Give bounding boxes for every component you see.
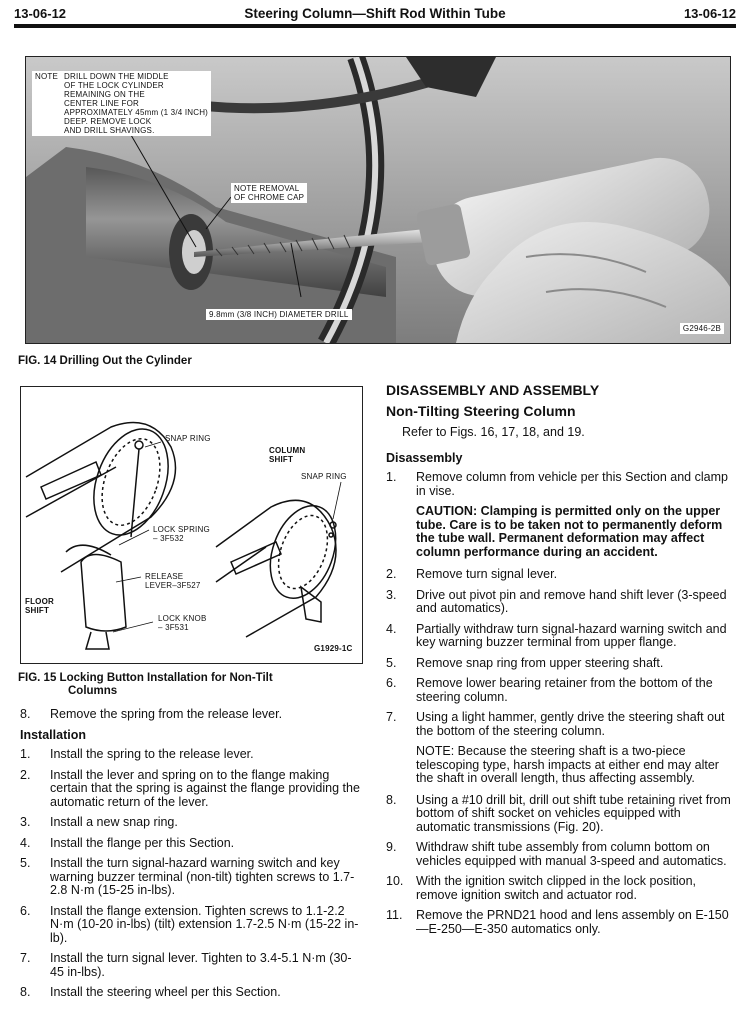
fig15-reference-code: G1929-1C xyxy=(314,644,353,653)
fig14-drill-label: 9.8mm (3/8 INCH) DIAMETER DRILL xyxy=(206,309,352,320)
item-number: 7. xyxy=(20,951,31,965)
release-lever-line: LEVER–3F527 xyxy=(145,581,201,590)
page-number-left: 13-06-12 xyxy=(14,6,67,21)
item-number: 1. xyxy=(386,470,397,484)
list-item xyxy=(20,857,365,898)
subsection-heading: Non-Tilting Steering Column xyxy=(386,402,576,419)
item-number: 6. xyxy=(20,903,31,918)
release-lever-line: RELEASE xyxy=(145,572,184,581)
item-number: 5. xyxy=(386,655,397,670)
list-item xyxy=(386,909,731,936)
item-number: 2. xyxy=(20,767,31,782)
item-number: 3. xyxy=(20,815,31,829)
item-number: 8. xyxy=(20,985,31,999)
figure-14-photo xyxy=(25,56,731,344)
header-rule xyxy=(14,24,736,28)
note-line: DRILL DOWN THE MIDDLE xyxy=(64,72,169,81)
list-item xyxy=(20,748,365,762)
item-number: 10. xyxy=(386,874,404,888)
item-text: Install the flange extension. Tighten screws to 1.1-2.2 N·m (10-20 in-lbs) (tilt) extension 1.7-2.5 N·m (15-22 in-lb). xyxy=(50,903,359,945)
figure-15-caption xyxy=(18,672,273,698)
item-number: 4. xyxy=(20,835,31,850)
list-item xyxy=(386,623,731,650)
item-text: Remove snap ring from upper steering shaft. xyxy=(416,655,664,670)
list-item xyxy=(386,471,731,498)
item-text: Install the lever and spring on to the flange making certain that the spring is against the flange providing the automatic return of the lever. xyxy=(50,767,360,809)
section-heading: DISASSEMBLY AND ASSEMBLY xyxy=(386,382,600,398)
item-text: Install the spring to the release lever. xyxy=(50,747,254,761)
page-title: Steering Column—Shift Rod Within Tube xyxy=(244,6,506,21)
list-item xyxy=(386,589,731,616)
column-shift-line: COLUMN xyxy=(269,446,306,455)
item-text: Remove the spring from the release lever. xyxy=(50,707,283,721)
item-text: Remove turn signal lever. xyxy=(416,567,558,581)
note-line: AND DRILL SHAVINGS. xyxy=(64,126,155,135)
item-text: Install the flange per this Section. xyxy=(50,835,235,850)
column-shift-line: SHIFT xyxy=(269,455,294,464)
fig15-lock-spring-label xyxy=(153,525,210,543)
installation-heading: Installation xyxy=(20,727,86,742)
note-prefix: NOTE xyxy=(35,72,59,81)
item-number: 6. xyxy=(386,676,397,690)
item-number: 5. xyxy=(20,856,31,870)
note-paragraph: NOTE: Because the steering shaft is a two-piece telescoping type, harsh impacts at either end may alter the shaft in overall length, thus affecting assembly. xyxy=(416,744,719,785)
item-number: 8. xyxy=(386,792,397,807)
list-item xyxy=(20,837,365,851)
item-text: Partially withdraw turn signal-hazard warning switch and key warning buzzer terminal from upper flange. xyxy=(416,621,727,649)
list-item xyxy=(20,905,365,946)
fig15-snap-ring-label: SNAP RING xyxy=(165,434,211,443)
list-item xyxy=(386,657,731,671)
lock-spring-line: LOCK SPRING xyxy=(153,525,210,534)
item-text: Drive out pivot pin and remove hand shift lever (3-speed and automatics). xyxy=(416,587,727,615)
item-number: 8. xyxy=(20,707,31,721)
note-line: DEEP. REMOVE LOCK xyxy=(64,117,152,126)
list-item xyxy=(386,568,731,582)
lock-knob-line: – 3F531 xyxy=(158,623,189,632)
item-text: Install a new snap ring. xyxy=(50,815,178,829)
item-number: 3. xyxy=(386,587,397,602)
fig14-chrome-cap-label xyxy=(231,183,307,203)
list-item xyxy=(20,952,365,979)
item-text: With the ignition switch clipped in the lock position, remove ignition switch and actuator rod. xyxy=(416,874,697,902)
note-line: CENTER LINE FOR xyxy=(64,99,140,108)
item-text: Using a #10 drill bit, drill out shift tube retaining rivet from bottom of shift socket on vehicles equipped with automatic transmissions (Fig. 20). xyxy=(416,792,731,834)
chrome-cap-line: NOTE REMOVAL xyxy=(234,184,300,193)
caution-note: CAUTION: Clamping is permitted only on the upper tube. Care is to be taken not to permanently deform the tube wall. Permanent deformation may affect column performance during an accident. xyxy=(416,504,723,559)
fig15-snap-ring-2-label: SNAP RING xyxy=(301,472,347,481)
caption-line: FIG. 15 Locking Button Installation for Non-Tilt xyxy=(18,672,273,684)
item-number: 1. xyxy=(20,747,31,761)
list-item xyxy=(386,677,731,704)
list-item xyxy=(386,875,731,902)
item-number: 2. xyxy=(386,567,397,581)
chrome-cap-line: OF CHROME CAP xyxy=(234,193,305,202)
list-item xyxy=(386,794,731,835)
fig15-floor-shift-label xyxy=(25,597,54,615)
note-line: OF THE LOCK CYLINDER xyxy=(64,81,164,90)
figure-reference: Refer to Figs. 16, 17, 18, and 19. xyxy=(402,425,585,439)
fig15-release-lever-label xyxy=(145,572,201,590)
caption-line: Columns xyxy=(68,685,118,697)
fig14-note-label xyxy=(32,71,211,136)
fig15-column-shift-label xyxy=(269,446,305,464)
item-number: 9. xyxy=(386,840,397,854)
item-number: 4. xyxy=(386,621,397,636)
note-line: REMAINING ON THE xyxy=(64,90,145,99)
floor-shift-line: SHIFT xyxy=(25,606,50,615)
list-item xyxy=(386,711,731,738)
item-number: 7. xyxy=(386,710,397,724)
item-number: 11. xyxy=(386,908,403,922)
item-text: Remove column from vehicle per this Section and clamp in vise. xyxy=(416,470,728,498)
list-item xyxy=(20,986,365,1000)
lock-spring-line: – 3F532 xyxy=(153,534,184,543)
item-text: Install the steering wheel per this Section. xyxy=(50,985,281,999)
item-text: Using a light hammer, gently drive the steering shaft out the bottom of the steering column. xyxy=(416,710,725,738)
list-item xyxy=(20,816,365,830)
list-item xyxy=(386,841,731,868)
figure-14-caption: FIG. 14 Drilling Out the Cylinder xyxy=(18,355,192,367)
disassembly-heading: Disassembly xyxy=(386,450,463,465)
right-text-column xyxy=(386,384,731,943)
item-text: Remove the PRND21 hood and lens assembly on E-150—E-250—E-350 automatics only. xyxy=(416,908,729,936)
item-text: Install the turn signal lever. Tighten to 3.4-5.1 N·m (30-45 in-lbs). xyxy=(50,951,352,979)
page-number-right: 13-06-12 xyxy=(683,6,736,21)
fig14-reference-code: G2946-2B xyxy=(680,323,724,334)
item-text: Install the turn signal-hazard warning switch and key warning buzzer terminal (non-tilt) tighten screws to 1.7-2.8 N·m (15-25 in-lbs). xyxy=(50,856,355,897)
page-header xyxy=(14,6,736,24)
floor-shift-line: FLOOR xyxy=(25,597,54,606)
item-text: Remove lower bearing retainer from the bottom of the steering column. xyxy=(416,676,713,704)
list-item xyxy=(20,708,365,722)
left-text-column xyxy=(20,708,365,1007)
list-item xyxy=(20,769,365,810)
figure-15-diagram xyxy=(20,386,363,664)
item-text: Withdraw shift tube assembly from column bottom on vehicles equipped with manual 3-speed and automatics. xyxy=(416,840,727,868)
fig15-lock-knob-label xyxy=(158,614,206,632)
note-line: APPROXIMATELY 45mm (1 3/4 INCH) xyxy=(64,108,209,117)
lock-knob-line: LOCK KNOB xyxy=(158,614,207,623)
